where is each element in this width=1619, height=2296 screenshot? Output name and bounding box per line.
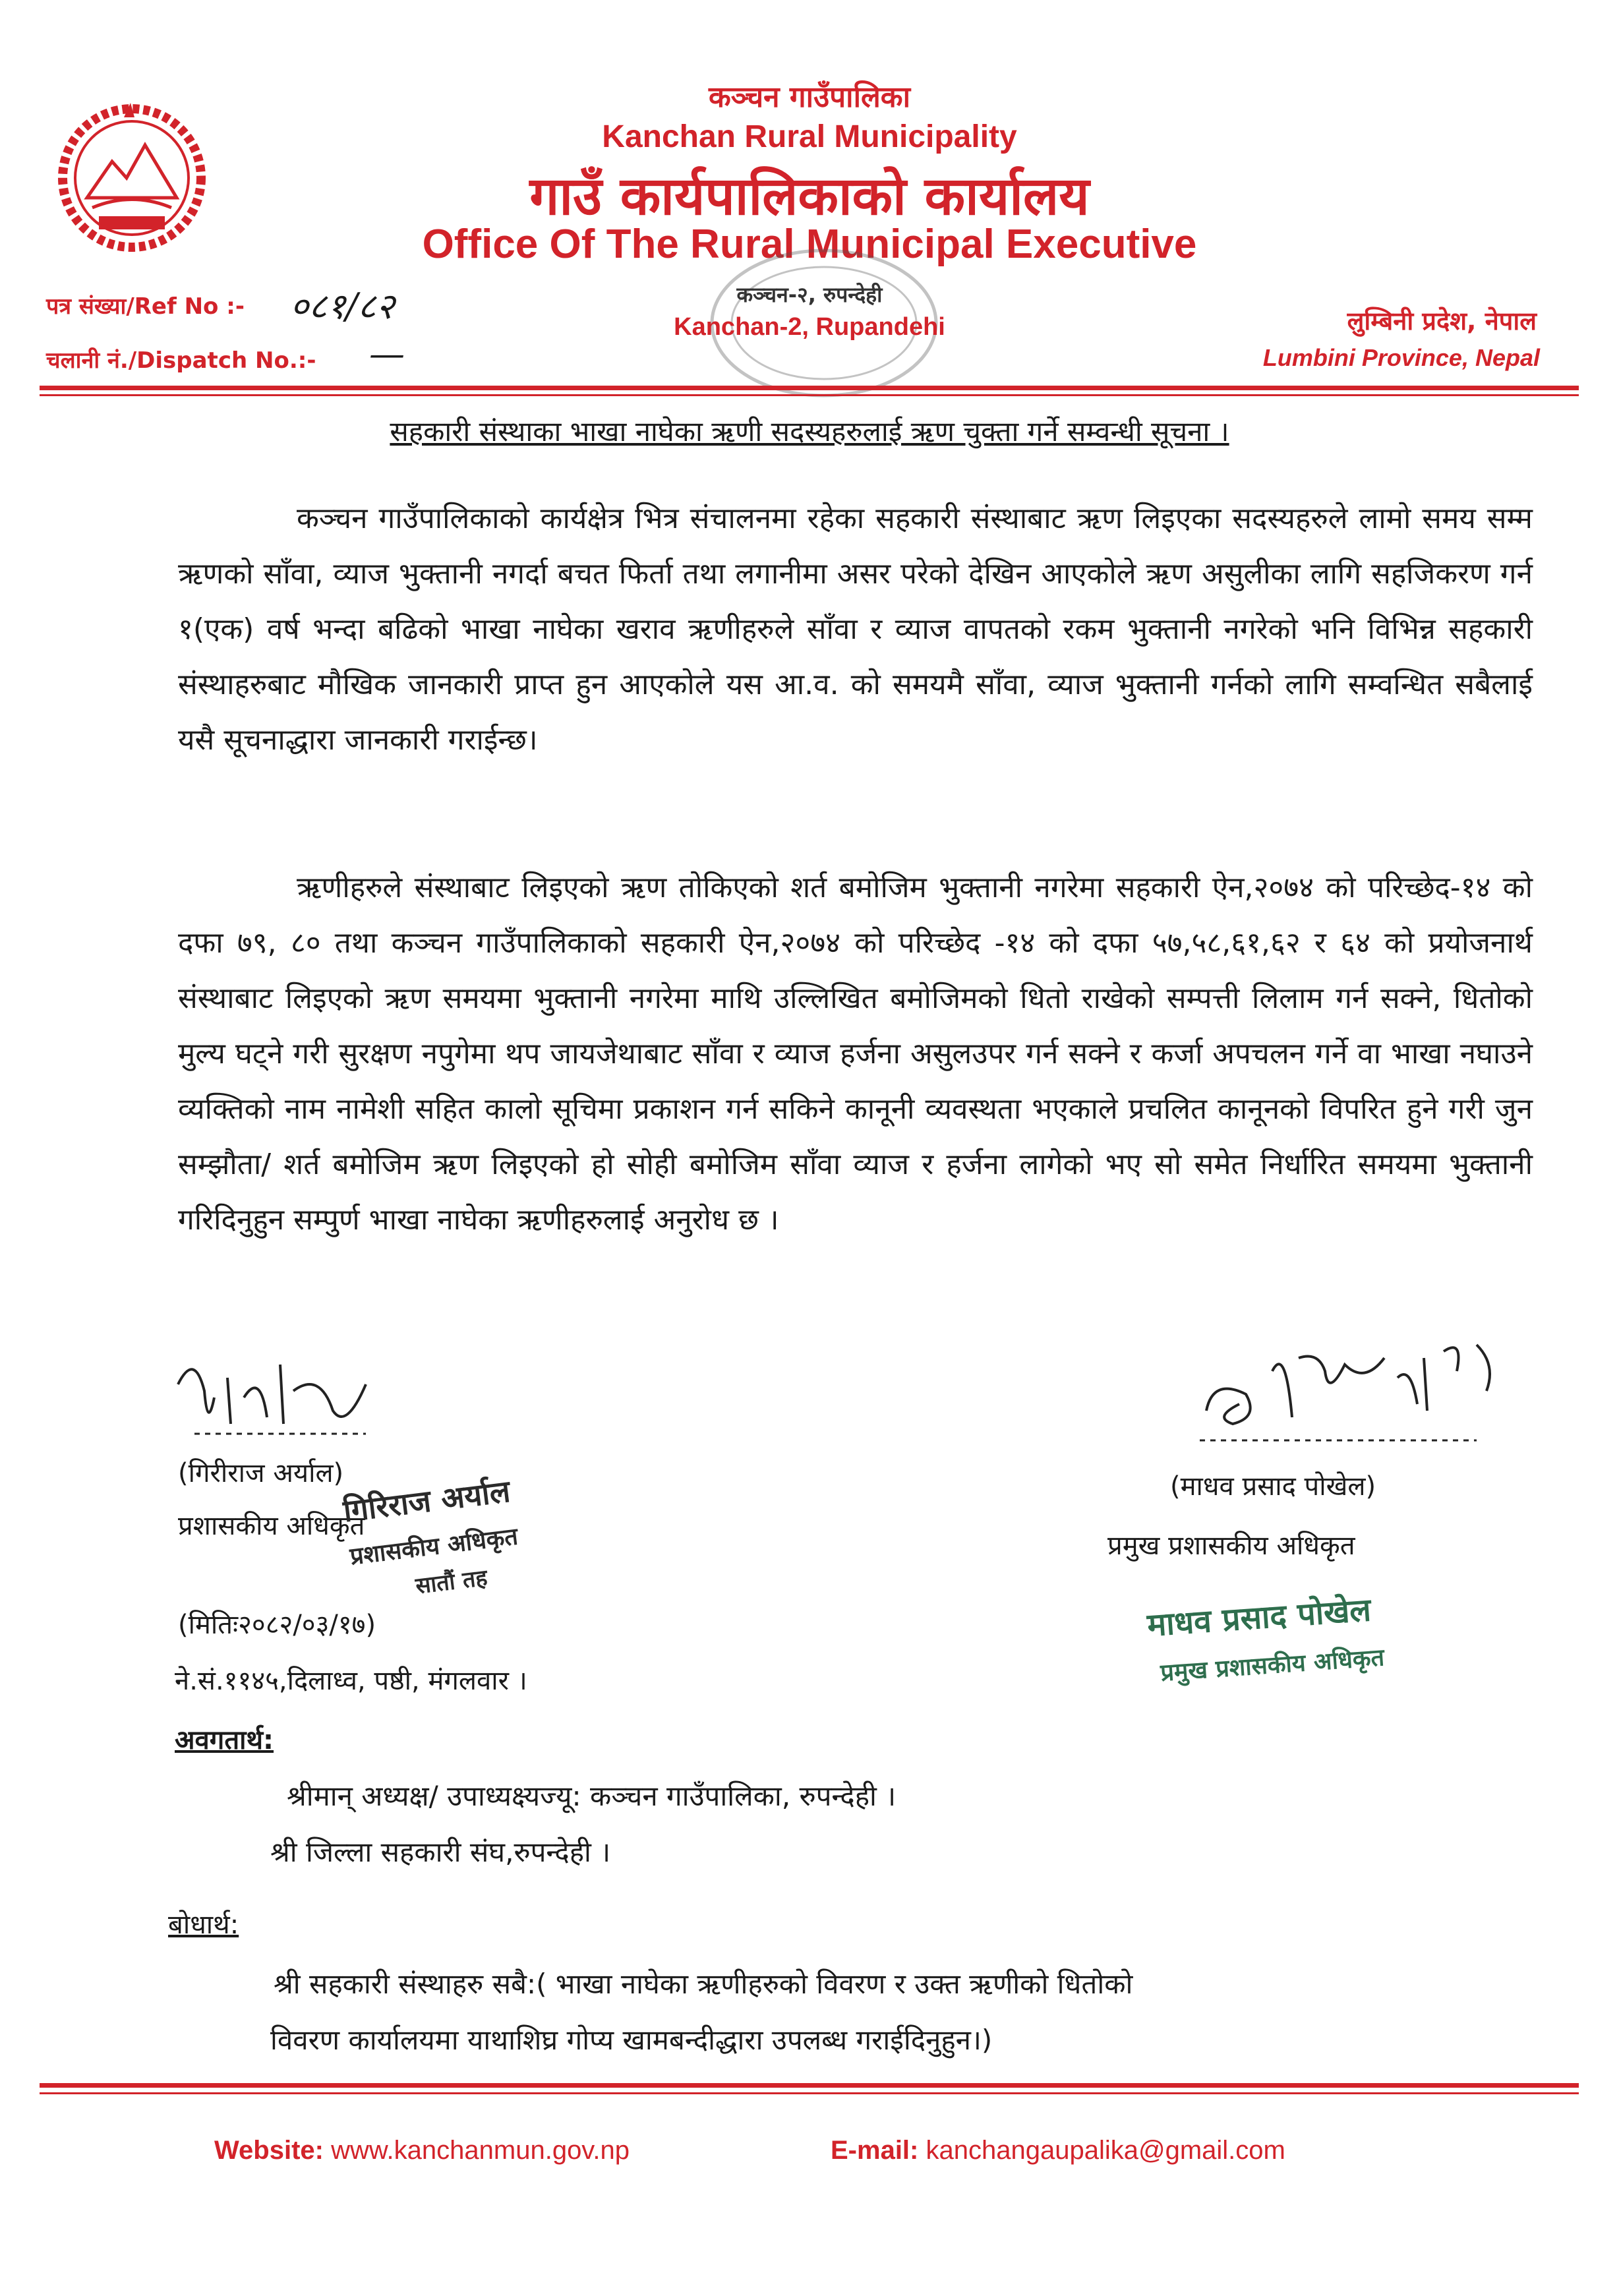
office-name-np: गाउँ कार्यपालिकाको कार्यालय	[529, 165, 1090, 227]
office-name-en: Office Of The Rural Municipal Executive	[422, 221, 1197, 267]
left-stamp-level: सातौं तह	[414, 1564, 489, 1600]
footer-email	[831, 2136, 1285, 2165]
action-line-1: श्री सहकारी संस्थाहरु सबै:( भाखा नाघेका ऋणीहरुको विवरण र उक्त ऋणीको धितोको	[274, 1968, 1133, 2000]
left-signatory-title: प्रशासकीय अधिकृत	[178, 1511, 365, 1541]
footer-website	[214, 2136, 630, 2165]
dispatch-no-label: चलानी नं./Dispatch No.:-	[46, 347, 316, 374]
province-np: लुम्बिनी प्रदेश, नेपाल	[1347, 307, 1537, 336]
cc-line-2: श्री जिल्ला सहकारी संघ,रुपन्देही ।	[270, 1836, 611, 1868]
left-stamp-title: प्रशासकीय अधिकृत	[348, 1523, 519, 1571]
website-link[interactable]: www.kanchanmun.gov.np	[331, 2136, 630, 2165]
action-heading: बोधार्थ:	[168, 1910, 239, 1940]
ref-no-value: ०८१/८२	[290, 285, 395, 327]
website-label: Website:	[214, 2136, 324, 2165]
email-label: E-mail:	[831, 2136, 919, 2165]
left-signatory-name: (गिरीराज अर्याल)	[178, 1458, 344, 1488]
action-line-2: विवरण कार्यालयमा याथाशिघ्र गोप्य खामबन्दीद्धारा उपलब्ध गराईदिनुहुन।)	[270, 2024, 993, 2056]
cc-heading: अवगतार्थ:	[175, 1725, 274, 1755]
header-rule-thin	[40, 394, 1579, 396]
province-en: Lumbini Province, Nepal	[1262, 344, 1540, 371]
body-paragraph-1: कञ्चन गाउँपालिकाको कार्यक्षेत्र भित्र संचालनमा रहेका सहकारी संस्थाबाट ऋण लिइएका सदस्यहरुले लामो समय सम्म ऋणको साँवा, व्याज भुक्तानी नगर्दा बचत फिर्ता तथा लगानीमा असर परेको देखिन आएकोले ऋण असुलीका लागि सहजिकरण गर्न १(एक) वर्ष भन्दा बढिको भाखा नाघेका खराव ऋणीहरुले साँवा र व्याज वापतको रकम भुक्तानी नगरेको भनि विभिन्न सहकारी संस्थाहरुबाट मौखिक जानकारी प्राप्त हुन आएकोले यस आ.व. को समयमै साँवा, व्याज भुक्तानी गर्नको लागि सम्वन्धित सबैलाई यसै सूचनाद्धारा जानकारी गराईन्छ।	[178, 502, 1533, 757]
header-rule-thick	[40, 386, 1579, 390]
body-paragraph-2: ऋणीहरुले संस्थाबाट लिइएको ऋण तोकिएको शर्त बमोजिम भुक्तानी नगरेमा सहकारी ऐन,२०७४ को परिच्छेद-१४ को दफा ७९, ८० तथा कञ्चन गाउँपालिकाको सहकारी ऐन,२०७४ को परिच्छेद -१४ को दफा ५७,५८,६१,६२ र ६४ को प्रयोजनार्थ संस्थाबाट लिइएको ऋण समयमा भुक्तानी नगरेमा माथि उल्लिखित बमोजिमको धितो राखेको सम्पत्ती लिलाम गर्न सक्ने, धितोको मुल्य घट्ने गरी सुरक्षण नपुगेमा थप जायजेथाबाट साँवा र व्याज हर्जना असुलउपर गर्न सक्ने र कर्जा अपचलन गर्ने वा भाखा नघाउने व्यक्तिको नाम नामेशी सहित कालो सूचिमा प्रकाशन गर्न सकिने कानूनी व्यवस्थता भएकाले प्रचलित कानूनको विपरित हुने गरी जुन सम्झौता/ शर्त बमोजिम ऋण लिइएको हो सोही बमोजिम साँवा व्याज र हर्जना लागेको भए सो समेत निर्धारित समयमा भुक्तानी गरिदिनुहुन सम्पुर्ण भाखा नाघेका ऋणीहरुलाई अनुरोध छ ।	[178, 871, 1533, 1237]
municipality-name-en: Kanchan Rural Municipality	[602, 119, 1017, 154]
ref-no-label: पत्र संख्या/Ref No :-	[46, 293, 245, 320]
right-stamp-name: माधव प्रसाद पोखेल	[1146, 1591, 1372, 1644]
municipality-name-np: कञ्चन गाउँपालिका	[709, 80, 910, 114]
cc-line-1: श्रीमान् अध्यक्ष/ उपाध्यक्ष्यज्यू: कञ्चन गाउँपालिका, रुपन्देही ।	[287, 1780, 897, 1812]
footer-rule-thin	[40, 2092, 1579, 2094]
left-nepal-sambat: ने.सं.११४५,दिलाध्व, पष्ठी, मंगलवार ।	[175, 1666, 527, 1696]
right-signature	[1187, 1332, 1516, 1457]
right-stamp-title: प्रमुख प्रशासकीय अधिकृत	[1160, 1644, 1386, 1687]
ward-address-np: कञ्चन-२, रुपन्देही	[736, 282, 883, 307]
left-date: (मितिः२०८२/०३/१७)	[178, 1610, 376, 1640]
notice-subject: सहकारी संस्थाका भाखा नाघेका ऋणी सदस्यहरुलाई ऋण चुक्ता गर्ने सम्वन्धी सूचना ।	[390, 415, 1229, 448]
ward-address-en: Kanchan-2, Rupandehi	[674, 313, 945, 341]
dispatch-no-value: —	[369, 333, 405, 374]
right-signatory-name: (माधव प्रसाद पोखेल)	[1170, 1471, 1376, 1502]
email-link[interactable]: kanchangaupalika@gmail.com	[926, 2136, 1285, 2165]
left-stamp-name: गिरिराज अर्याल	[341, 1473, 512, 1529]
footer-rule-thick	[40, 2083, 1579, 2088]
left-signature	[168, 1345, 386, 1444]
right-signatory-title: प्रमुख प्रशासकीय अधिकृत	[1107, 1531, 1355, 1561]
